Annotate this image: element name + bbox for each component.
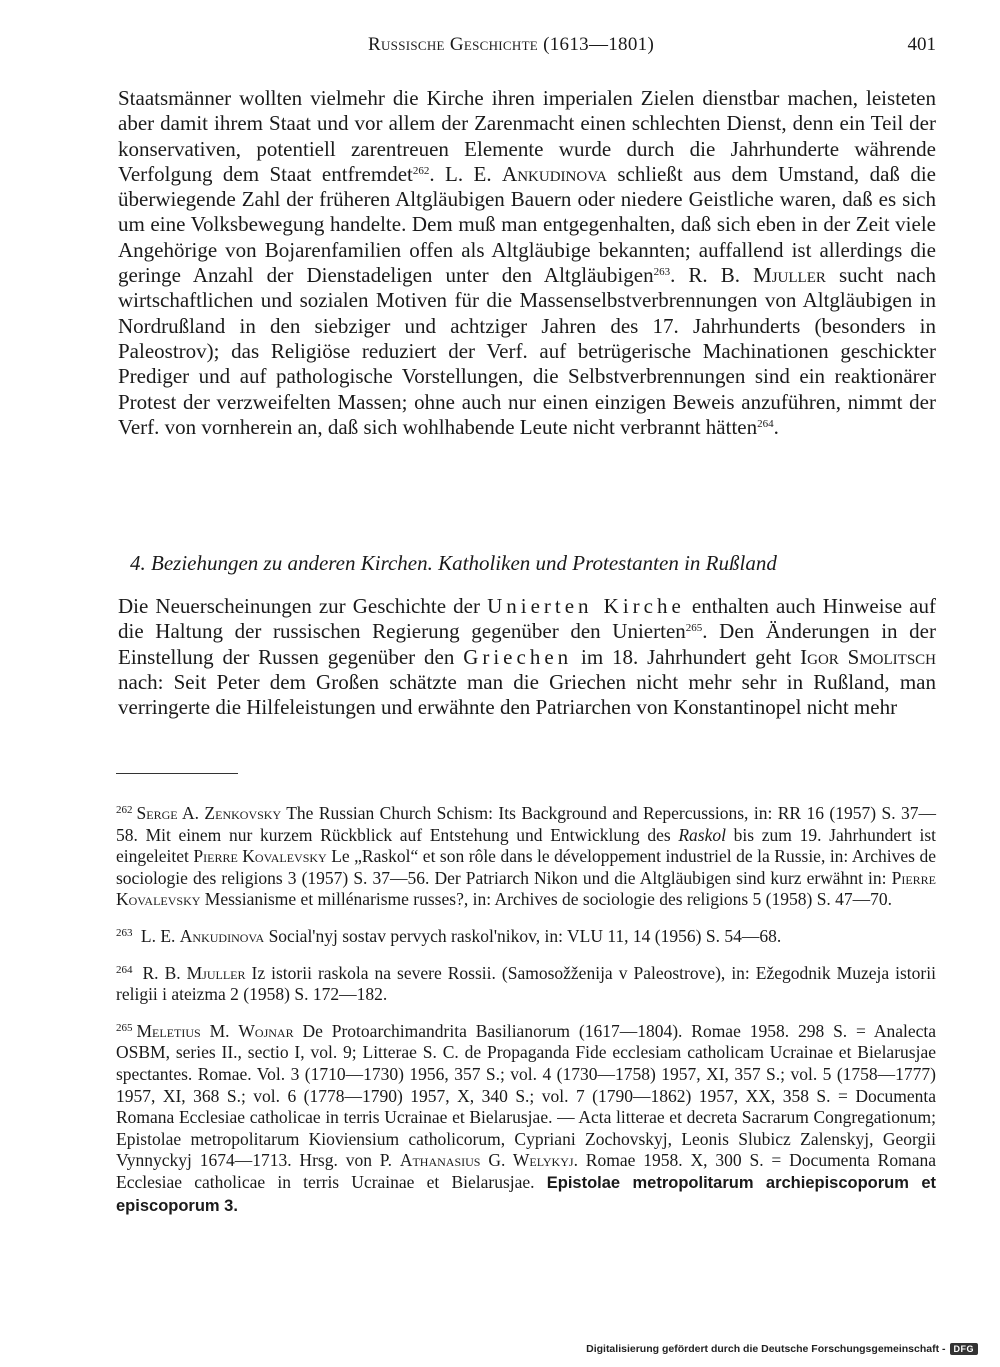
footnote-263: $^{263}$ L. E. Ankudinova Social'nyj sostav pervych raskol'nikov, in: VLU 11, 14 (1956) S. 54—68.	[116, 925, 782, 946]
body-paragraph: Staatsmänner wollten vielmehr die Kirche ihren imperialen Zielen dienstbar machen, leisteten aber damit ihrem Staat und vor allem der Zarenmacht einen schlechten Dienst, denn ein Teil der konservativen, potentiell zarentreuen Elemente wurde durch die Jahrhunderte währende Verfolgung dem Staat entfremdet$^{262}$. L. E. Ankudinova schließt aus dem Umstand, daß die überwiegende Zahl der früheren Altgläubigen Bauern oder niedere Geistliche waren, daß es sich um eine Volksbewegung handelte. Dem muß man entgegenhalten, daß sich eben in der Zeit viele Angehörige von Bojarenfamilien offen als Altgläubige bekannten; auffallend ist allerdings die geringe Anzahl der Dienstadeligen unter den Altgläubigen$^{263}$. R. B. Mjuller sucht nach wirtschaftlichen und sozialen Motiven für die Massenselbstverbrennungen von Altgläubigen in Nordrußland in den siebziger und achtziger Jahren des 17. Jahrhunderts (besonders in Paleostrov); das Religiöse reduziert der Verf. auf betrügerische Machinationen geschickter Prediger und auf pathologische Vorstellungen, die Selbstverbrennungen sind ein reaktionärer Protest der verzweifelten Massen; ohne auch nur einen einzigen Beweis anzuführen, nimmt der Verf. von vornherein an, daß sich wohlhabende Leute nicht verbrannt hätten$^{264}$.	[118, 86, 937, 439]
running-title: Russische Geschichte (1613—1801)	[368, 34, 655, 55]
footnote-ref[interactable]: 264	[757, 417, 774, 430]
footnote-ref[interactable]: 263	[653, 266, 671, 279]
running-header	[118, 34, 936, 64]
digitization-footer	[586, 1341, 978, 1357]
footnote-separator	[116, 773, 238, 774]
footer-text: Digitalisierung gefördert durch die Deutsche Forschungsgemeinschaft -	[586, 1343, 946, 1355]
footnote-ref[interactable]: 262	[412, 164, 430, 177]
page-number: 401	[907, 34, 936, 55]
section-heading: 4. Beziehungen zu anderen Kirchen. Katholiken und Protestanten in Rußland	[130, 551, 777, 575]
footnote-265: $^{265}$ Meletius M. Wojnar De Protoarchimandrita Basilianorum (1617—1804). Romae 1958. 298 S. = Analecta OSBM, series II., sectio I, vol. 9; Litterae S. C. de Propaganda Fide ecclesiam catholicam Ucrainae et Bielarusjae spectantes. Romae. Vol. 3 (1710—1730) 1956, 357 S.; vol. 4 (1730—1758) 1957, XI, 357 S.; vol. 5 (1758—1777) 1957, XI, 368 S.; vol. 6 (1778—1790) 1957, X, 340 S.; vol. 7 (1790—1862) 1957, XX, 358 S. = Documenta Romana Ecclesiae catholicae in terris Ucrainae et Bielarusjae. — Acta litterae et decreta Sacrarum Congregationum; Epistolae metropolitarum Kioviensium catholicorum, Cypriani Zochovskyj, Leonis Slubicz Zalenskyj, Georgii Vynnyckyj 1674—1713. Hrsg. von P. Athanasius G. Welykyj. Romae 1958. X, 300 S. = Documenta Romana Ecclesiae catholicae in terris Ucrainae et Bielarusjae. Epistolae metropolitarum archiepiscoporum et episcoporum 3.	[116, 1020, 937, 1215]
footnote-262: $^{262}$ Serge A. Zenkovsky The Russian Church Schism: Its Background and Repercussions, in: RR 16 (1957) S. 37—58. Mit einem nur kurzem Rückblick auf Entstehung und Entwicklung des Raskol bis zum 19. Jahrhundert ist eingeleitet Pierre Kovalevsky Le „Raskol“ et son rôle dans le développement industriel de la Russie, in: Archives de sociologie des religions 3 (1957) S. 37—56. Der Patriarch Nikon und die Altgläubigen sind kurz erwähnt in: Pierre Kovalevsky Messianisme et millénarisme russes?, in: Archives de sociologie des religions 5 (1958) S. 47—70.	[116, 803, 937, 910]
footnote-ref[interactable]: 265	[685, 622, 703, 635]
footnotes	[116, 803, 936, 1232]
footnote-264: $^{264}$ R. B. Mjuller Iz istorii raskola na severe Rossii. (Samosožženija v Paleostrove), in: Ežegodnik Muzeja istorii religii i ateizma 2 (1958) S. 172—182.	[116, 962, 936, 1005]
dfg-logo: DFG	[950, 1343, 979, 1355]
section-paragraph: Die Neuerscheinungen zur Geschichte der Unierten Kirche enthalten auch Hinweise auf die Haltung der russischen Regierung gegenüber den Unierten$^{265}$. Den Änderungen in der Einstellung der Russen gegenüber den Griechen im 18. Jahrhundert geht Igor Smolitsch nach: Seit Peter dem Großen schätzte man die Griechen nicht mehr sehr in Rußland, man verringerte die Hilfeleistungen und erwähnte den Patriarchen von Konstantinopel nicht mehr	[118, 594, 937, 720]
